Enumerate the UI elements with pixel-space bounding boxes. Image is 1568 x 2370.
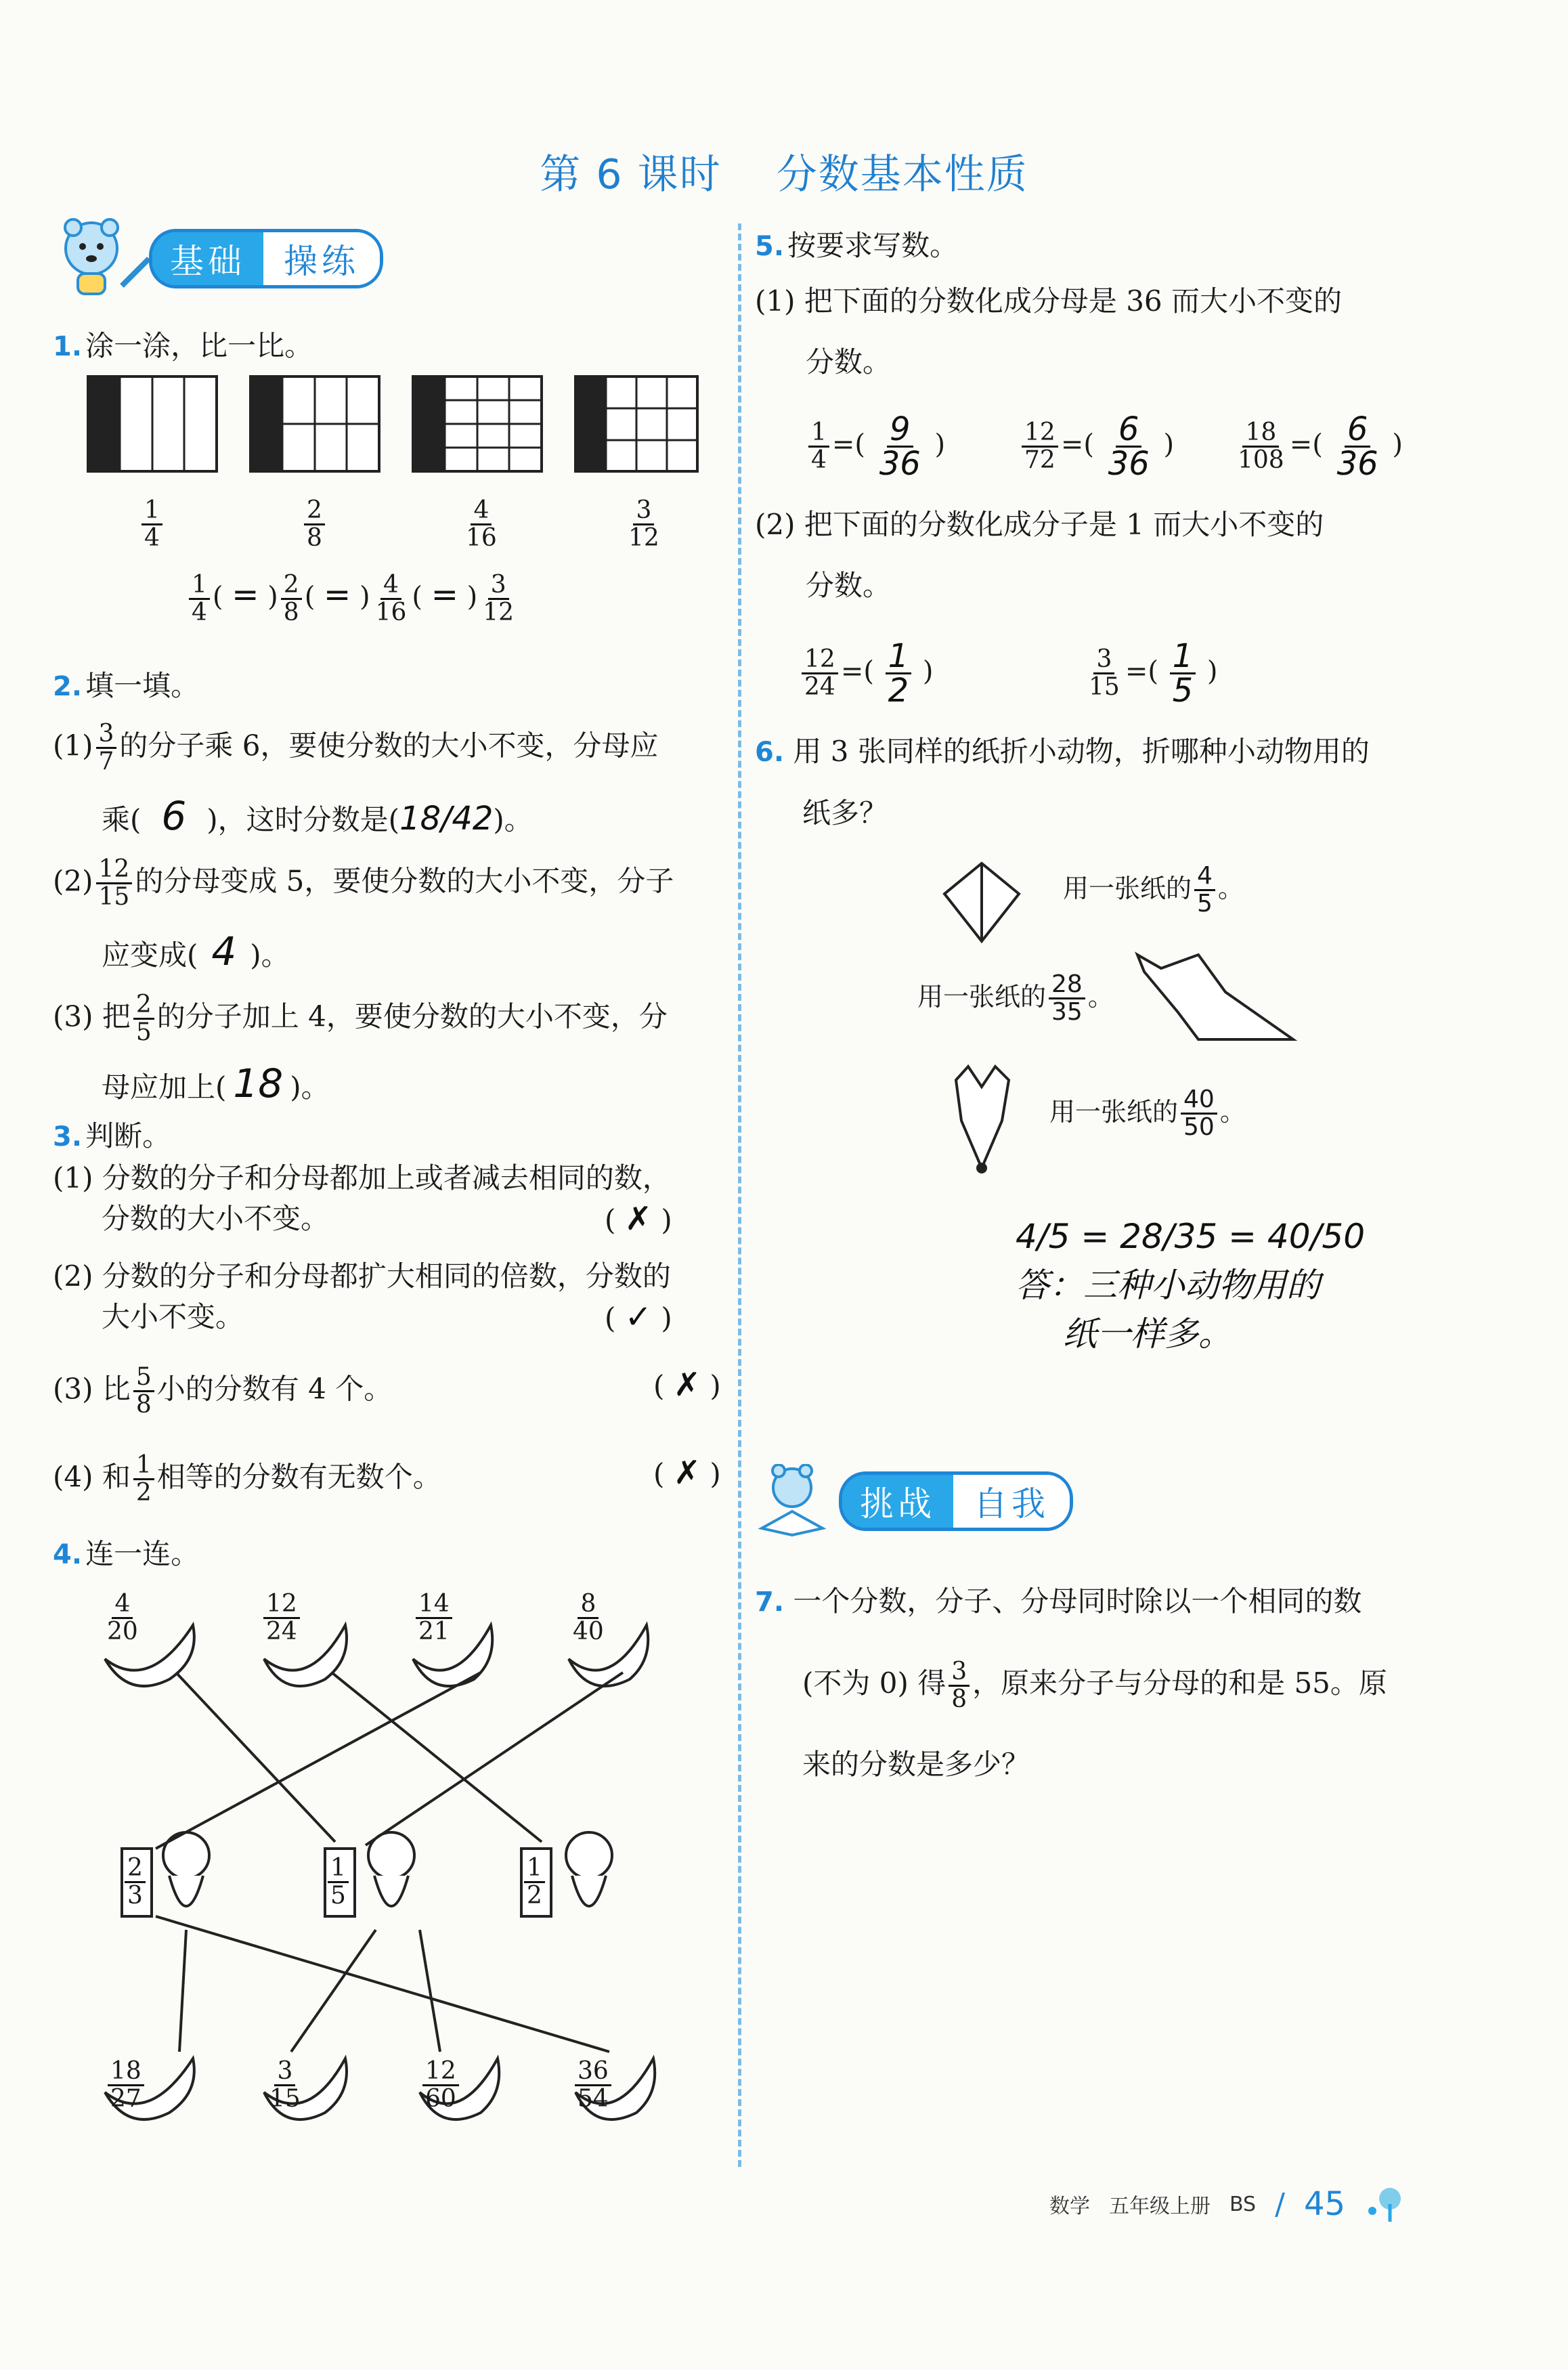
- top-fraction-4: $\frac{8}{40}$: [573, 1590, 604, 1645]
- question-2-part-2: (2) $\frac{12}{15}$ 的分母变成 5，要使分数的大小不变，分子: [53, 855, 674, 911]
- question-2-part-3-answer: 母应加上( 18 )。: [102, 1060, 330, 1106]
- badge-practice-text: 操练: [263, 232, 380, 285]
- question-2-part-3: (3) 把 $\frac{2}{5}$ 的分子加上 4，要使分数的大小不变，分: [53, 991, 668, 1046]
- bear-mascot-icon: [54, 218, 156, 299]
- top-fraction-3: $\frac{14}{21}$: [413, 1591, 455, 1645]
- grid-quarter: [88, 376, 217, 471]
- question-2-part-1: (1) $\frac{3}{7}$ 的分子乘 6，要使分数的大小不变，分母应: [53, 720, 659, 775]
- basic-practice-badge: [54, 230, 383, 287]
- judge-item-2: (2) 分数的分子和分母都扩大相同的倍数，分数的 大小不变。 ( ✓ ): [53, 1259, 672, 1336]
- grid-twelfths: [575, 376, 697, 471]
- question-5-part-2: (2) 把下面的分数化成分子是 1 而大小不变的 分数。: [755, 508, 1324, 602]
- page-number: 45: [1303, 2185, 1346, 2223]
- question-6: 6. 用 3 张同样的纸折小动物，折哪种小动物用的 纸多？: [755, 735, 1370, 830]
- grid-label-1: $\frac{1}{4}$: [139, 498, 165, 551]
- question-text: 涂一涂，比一比。: [85, 329, 313, 362]
- bottom-fraction-3: $\frac{12}{60}$: [420, 2059, 462, 2112]
- top-fraction-1: $\frac{4}{20}$: [107, 1590, 138, 1645]
- compare-answer-3: =: [431, 576, 458, 614]
- question-2-part-2-answer: 应变成( 4 )。: [102, 928, 290, 974]
- q5-item-4: $\frac{12}{24}$ =( $\frac{1}{2}$ ): [799, 640, 934, 707]
- question-3-header: 3. 判断。: [53, 1119, 171, 1152]
- q5-item-5: $\frac{3}{15}$ =( $\frac{1}{5}$ ): [1089, 637, 1218, 710]
- footer-subject: 数学: [1049, 2195, 1090, 2218]
- question-2-part-1-answer: 乘( 6 )，这时分数是(18/42)。: [102, 793, 533, 839]
- grid-sixteenths: [413, 376, 542, 471]
- challenge-badge: [755, 1473, 1073, 1530]
- challenge-pill: [839, 1471, 1073, 1531]
- mid-fraction-1: $\frac{2}{3}$: [122, 1855, 148, 1909]
- answer-add-denominator: 18: [233, 1060, 284, 1106]
- badge-basic-text: 基础: [152, 232, 263, 285]
- question-5-part-1: (1) 把下面的分数化成分母是 36 而大小不变的 分数。: [755, 284, 1342, 379]
- fraction-comparison: $\frac{1}{4}$ ( = ) $\frac{2}{8}$ ( = ) $\frac{4}{16}$ ( = ) $\frac{3}{12}$: [186, 572, 519, 626]
- footer-grade: 五年级上册: [1109, 2195, 1211, 2218]
- bird-label: 用一张纸的 $\frac{28}{35}$ 。: [917, 970, 1114, 1026]
- judge-item-3: (3) 比 $\frac{5}{8}$ 小的分数有 4 个。 ( ✗ ): [53, 1363, 721, 1419]
- grid-label-4: $\frac{3}{12}$: [628, 496, 659, 552]
- question-1-header: [53, 324, 313, 364]
- badge-challenge-text: 挑战: [842, 1475, 953, 1528]
- footer-slash: /: [1275, 2186, 1285, 2222]
- question-4-header: 4. 连一连。: [53, 1537, 200, 1570]
- q5-item-1: $\frac{1}{4}$ =( $\frac{9}{36}$ ): [806, 413, 945, 480]
- grid-eighths: [251, 376, 379, 471]
- lesson-topic: 分数基本性质: [776, 151, 1028, 198]
- page-title: [0, 142, 1568, 200]
- mid-fraction-2: $\frac{1}{5}$: [325, 1855, 351, 1909]
- page-footer: [1049, 2184, 1405, 2224]
- q6-handwritten-answer: 4/5 = 28/35 = 40/50 答：三种小动物用的 纸一样多。: [1016, 1217, 1366, 1354]
- footer-edition: BS: [1229, 2192, 1257, 2216]
- judge-answer-4: ✗: [673, 1454, 701, 1492]
- fox-icon: [956, 1066, 1009, 1168]
- fox-label: 用一张纸的 $\frac{40}{50}$ 。: [1049, 1085, 1246, 1141]
- mid-fraction-3: $\frac{1}{2}$: [521, 1855, 548, 1909]
- judge-answer-1: ✗: [624, 1200, 652, 1238]
- answer-multiplier: 6: [161, 793, 187, 839]
- shading-grids: [81, 372, 704, 481]
- question-5-header: 5. 按要求写数。: [755, 229, 959, 262]
- judge-answer-2: ✓: [624, 1298, 652, 1336]
- answer-new-fraction: 18/42: [399, 800, 494, 838]
- monkey-icon: [163, 1832, 209, 1878]
- monkey-icon: [566, 1832, 612, 1878]
- q5-item-3: $\frac{18}{108}$ =( $\frac{6}{36}$ ): [1238, 410, 1403, 483]
- lesson-number: 第 6 课时: [540, 151, 722, 198]
- butterfly-label: 用一张纸的 $\frac{4}{5}$ 。: [1063, 862, 1244, 918]
- top-fraction-2: $\frac{12}{24}$: [261, 1591, 303, 1645]
- question-2-header: 2. 填一填。: [53, 669, 200, 702]
- column-divider: [738, 223, 741, 2167]
- bottom-fraction-4: $\frac{36}{54}$: [572, 2059, 614, 2112]
- grid-label-2: $\frac{2}{8}$: [301, 498, 328, 551]
- judge-answer-3: ✗: [673, 1366, 701, 1404]
- bird-icon: [1137, 955, 1293, 1039]
- compare-answer-1: =: [232, 576, 259, 614]
- answer-numerator: 4: [211, 928, 237, 974]
- q5-item-2: $\frac{12}{72}$ =( $\frac{6}{36}$ ): [1019, 413, 1174, 480]
- compare-answer-2: =: [324, 576, 351, 614]
- judge-item-4: (4) 和 $\frac{1}{2}$ 相等的分数有无数个。 ( ✗ ): [53, 1451, 721, 1507]
- badge-self-text: 自我: [953, 1475, 1070, 1528]
- tree-icon: [1364, 2184, 1405, 2224]
- bottom-fraction-1: $\frac{18}{27}$: [105, 2059, 147, 2112]
- reading-bear-icon: [755, 1464, 843, 1538]
- basic-practice-pill: [149, 229, 383, 288]
- judge-item-1: (1) 分数的分子和分母都加上或者减去相同的数， 分数的大小不变。 ( ✗ ): [53, 1161, 672, 1238]
- question-number: 1.: [53, 331, 83, 362]
- question-7: 7. 一个分数，分子、分母同时除以一个相同的数 (不为 0) 得 $\frac{3}{8}$ ，原来分子与分母的和是 55。原 来的分数是多少？: [755, 1585, 1387, 1781]
- bottom-fraction-2: $\frac{3}{15}$: [269, 2057, 301, 2113]
- grid-label-3: $\frac{4}{16}$: [466, 496, 497, 552]
